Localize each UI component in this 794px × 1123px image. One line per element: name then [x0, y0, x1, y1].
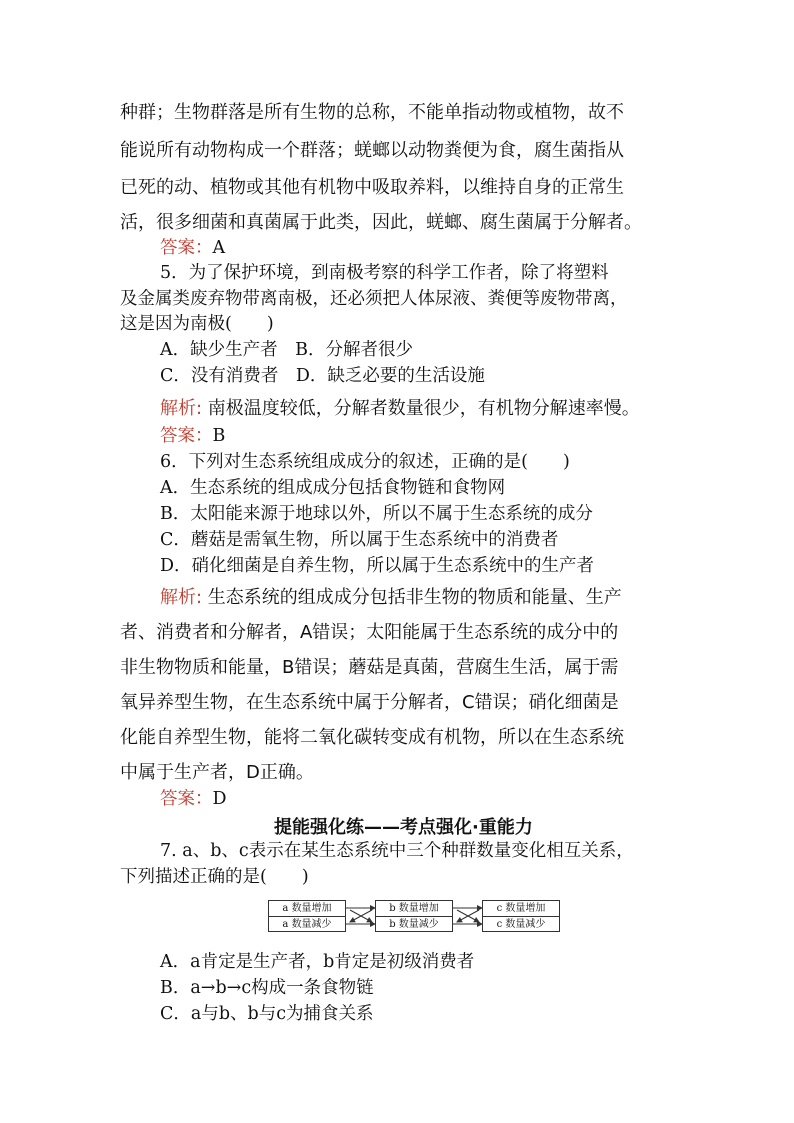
explanation-line: 氧异养型生物，在生态系统中属于分解者，C错误；硝化细菌是	[120, 692, 619, 713]
q5-explanation	[160, 400, 720, 418]
q7-option-line: C．a与b、b与c为捕食关系	[160, 1004, 374, 1024]
q5-option-line: C．没有消费者 D．缺乏必要的生活设施	[160, 366, 485, 386]
explanation-line: 者、消费者和分解者，A错误；太阳能属于生态系统的成分中的	[120, 622, 619, 643]
q7-stem-line: 下列描述正确的是( )	[120, 867, 309, 887]
relation-arrows	[268, 900, 560, 934]
explanation-text: 南极温度较低，分解者数量很少，有机物分解速率慢。	[202, 398, 640, 419]
q6-stem: 6．下列对生态系统组成成分的叙述，正确的是( )	[160, 452, 570, 472]
q6-option-line: B．太阳能来源于地球以外，所以不属于生态系统的成分	[160, 504, 593, 524]
explanation-text: 生态系统的组成成分包括非生物的物质和能量、生产	[202, 587, 622, 608]
q4-answer	[160, 240, 720, 258]
answer-value: B	[212, 426, 226, 446]
b-decrease-label: b 数量减少	[376, 916, 452, 932]
explanation-line: 已死的动、植物或其他有机物中吸取养料，以维持自身的正常生	[120, 177, 624, 198]
explanation-label: 解析:	[160, 587, 203, 608]
q6-option-line: A．生态系统的组成成分包括食物链和食物网	[160, 478, 506, 498]
explanation-line: 非生物物质和能量，B错误；蘑菇是真菌，营腐生生活，属于需	[120, 657, 619, 678]
q6-answer	[160, 791, 720, 809]
answer-label: 答案：	[160, 789, 213, 809]
q7-option-line: A．a肯定是生产者，b肯定是初级消费者	[160, 952, 475, 972]
explanation-line: 中属于生产者，D正确。	[120, 762, 314, 783]
c-decrease-label: c 数量减少	[483, 916, 559, 932]
q6-option-line: D．硝化细菌是自养生物，所以属于生态系统中的生产者	[160, 556, 595, 576]
explanation-line: 活，很多细菌和真菌属于此类，因此，蜣螂、腐生菌属于分解者。	[120, 212, 642, 233]
answer-label: 答案：	[160, 426, 213, 446]
q5-option-line: A．缺少生产者 B．分解者很少	[160, 340, 413, 360]
q7-stem-line: 7. a、b、c表示在某生态系统中三个种群数量变化相互关系，	[160, 841, 634, 861]
section-title: 提能强化练——考点强化·重能力	[274, 817, 533, 838]
a-increase-label: a 数量增加	[282, 903, 332, 914]
q5-answer	[160, 428, 720, 446]
answer-value: D	[212, 789, 227, 809]
explanation-line: 种群；生物群落是所有生物的总称，不能单指动物或植物，故不	[120, 102, 624, 123]
q6-option-line: C．蘑菇是需氧生物，所以属于生态系统中的消费者	[160, 530, 559, 550]
c-increase-label: c 数量增加	[496, 903, 546, 914]
population-relation-diagram	[268, 900, 560, 934]
answer-value: A	[212, 238, 226, 258]
explanation-label: 解析:	[160, 398, 203, 419]
a-decrease-label: a 数量减少	[269, 916, 345, 932]
q6-explanation-first	[160, 589, 720, 607]
q7-option-line: B．a→b→c构成一条食物链	[160, 978, 374, 998]
answer-label: 答案：	[160, 238, 213, 258]
b-increase-label: b 数量增加	[389, 903, 439, 914]
q5-stem-line: 及金属类废弃物带离南极，还必须把人体尿液、粪便等废物带离，	[120, 289, 628, 309]
q5-stem-line: 这是因为南极( )	[120, 314, 274, 334]
explanation-line: 能说所有动物构成一个群落；蜣螂以动物粪便为食，腐生菌指从	[120, 140, 624, 161]
explanation-line: 化能自养型生物，能将二氧化碳转变成有机物，所以在生态系统	[120, 727, 624, 748]
q5-stem-line: 5．为了保护环境，到南极考察的科学工作者，除了将塑料	[160, 263, 609, 283]
